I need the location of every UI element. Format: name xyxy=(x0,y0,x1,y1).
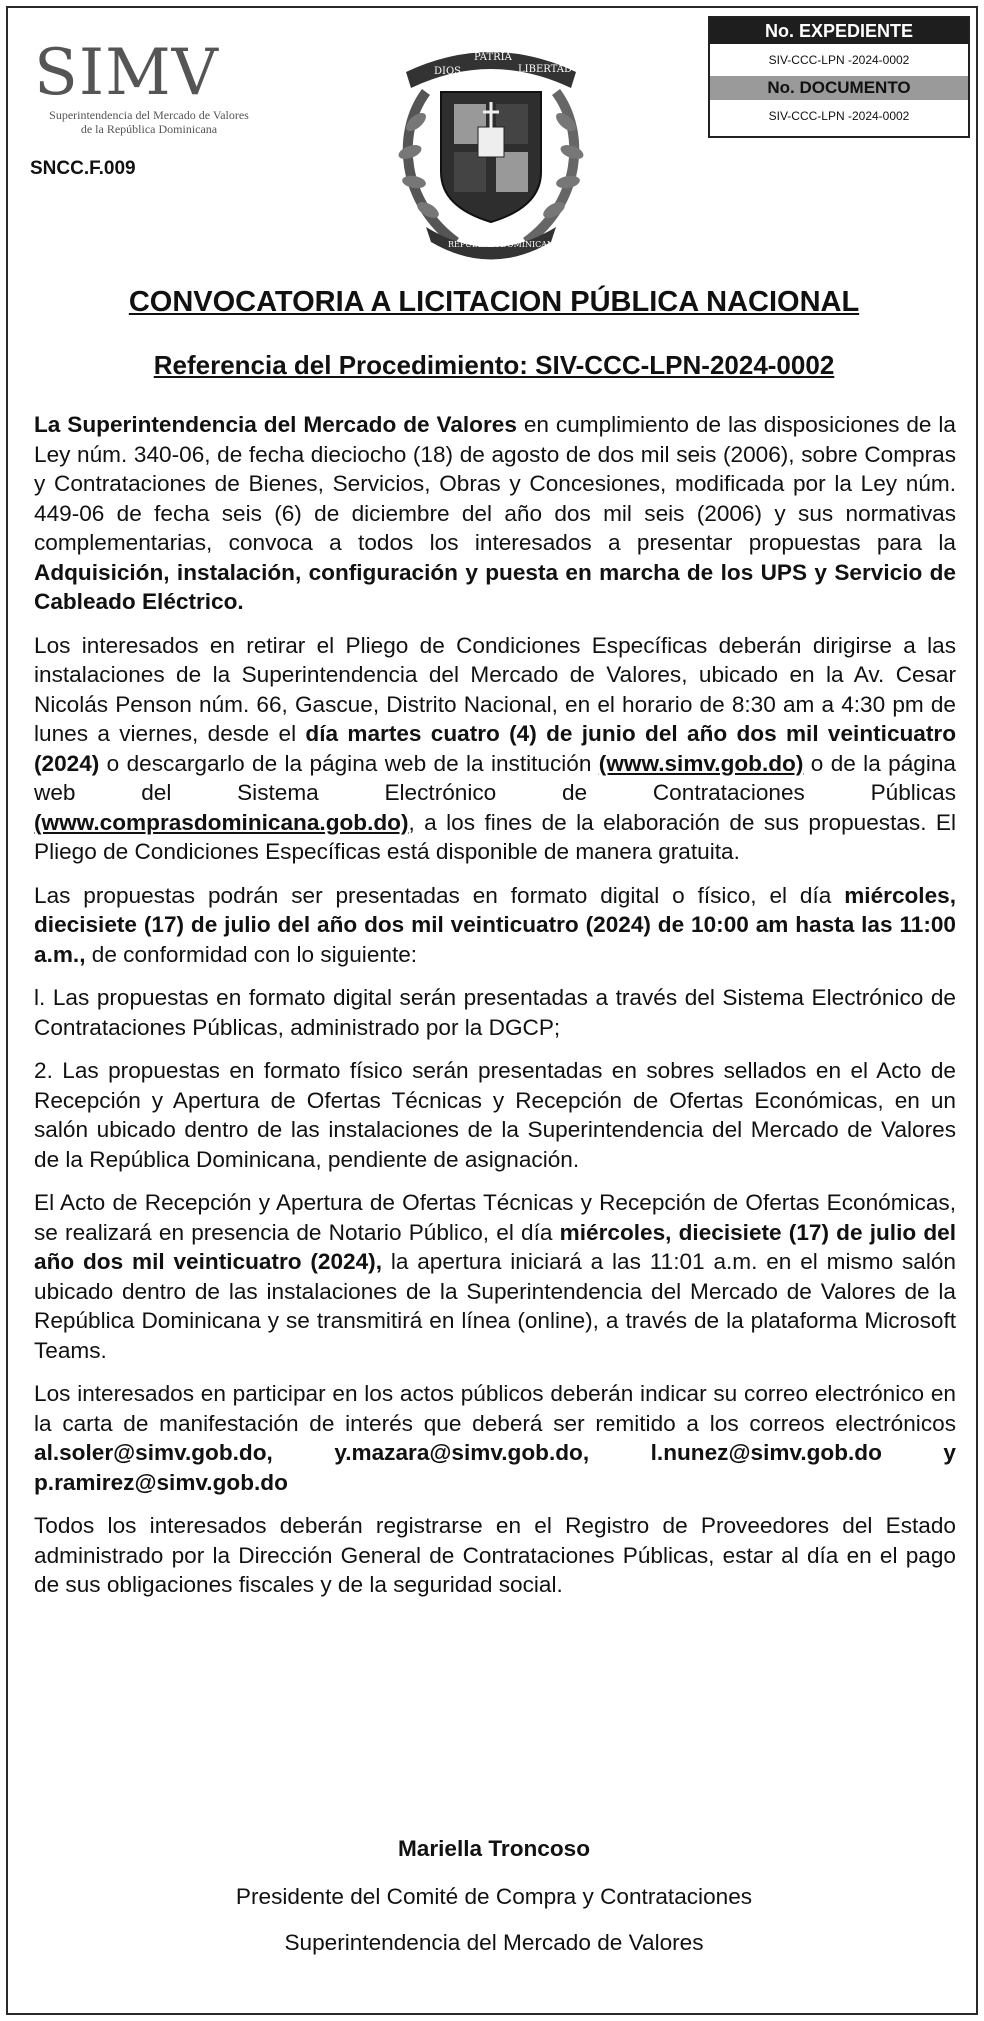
motto-ribbon: REPÚBLICA DOMINICANA xyxy=(448,240,560,249)
documento-value: SIV-CCC-LPN -2024-0002 xyxy=(768,109,910,123)
signatory-role: Presidente del Comité de Compra y Contrataciones xyxy=(235,1884,753,1909)
p3-date: miércoles, diecisiete (17) de julio del año dos mil veinticuatro (2024) de 10:00 am hasta las 11:00 a.m., xyxy=(34,882,956,967)
page-title: CONVOCATORIA A LICITACION PÚBLICA NACIONAL xyxy=(128,286,860,318)
p6-text-c: la apertura iniciará a las 11:01 a.m. en el mismo salón ubicado dentro de las instalaciones de la Superintendencia del Mercado de Valores de la República Dominicana y se transmitirá en línea (online), a través de la plataforma Microsoft Teams. xyxy=(34,1249,956,1363)
motto-right: LIBERTAD xyxy=(518,64,572,75)
p1-text: en cumplimiento de las disposiciones de la Ley núm. 340-06, de fecha dieciocho (18) de agosto de dos mil seis (2006), sobre Compras y Contrataciones de Bienes, Servicios, Obras y Concesiones, modificada por la Ley núm. 449-06 de fecha seis (6) de diciembre del año dos mil seis (2006) y sus normativas complementarias, convoca a todos los interesados a presentar propuestas para la xyxy=(34,412,956,555)
document-page xyxy=(6,6,978,2015)
p2-text-a: Los interesados en retirar el Pliego de Condiciones Específicas deberán dirigirse a las instalaciones de la Superintendencia del Mercado de Valores, ubicado en la Av. Cesar Nicolás Penson núm. 66, Gascue, Distrito Nacional, en el horario de 8:30 am a 4:30 pm de lunes a viernes, desde el xyxy=(34,632,956,746)
simv-website-link[interactable]: (www.simv.gob.do) xyxy=(598,750,804,776)
paragraph-6 xyxy=(34,1188,956,1365)
paragraph-2 xyxy=(34,631,956,867)
p3-text-c: de conformidad con lo siguiente: xyxy=(85,941,418,967)
expediente-label: No. EXPEDIENTE xyxy=(710,18,968,44)
coat-of-arms-icon xyxy=(386,32,596,262)
p2-text-c: o descargarlo de la página web de la institución xyxy=(99,750,599,776)
documento-label: No. DOCUMENTO xyxy=(710,76,968,100)
paragraph-8: Todos los interesados deberán registrarse en el Registro de Proveedores del Estado administrado por la Dirección General de Contrataciones Públicas, estar al día en el pago de sus obligaciones fiscales y de la seguridad social. xyxy=(34,1513,956,1597)
p7-text-a: Los interesados en participar en los actos públicos deberán indicar su correo electrónico en la carta de manifestación de interés que deberá ser remitido a los correos electrónicos xyxy=(34,1381,956,1436)
motto-left: DIOS xyxy=(434,66,462,77)
signatory-institution: Superintendencia del Mercado de Valores xyxy=(284,1930,704,1955)
paragraph-1 xyxy=(34,410,956,617)
paragraph-3 xyxy=(34,881,956,970)
compras-website-link[interactable]: (www.comprasdominicana.gob.do) xyxy=(34,809,409,835)
p2-text-e: o de la página web del Sistema Electrónico de Contrataciones Públicas xyxy=(34,750,956,805)
p1-institution: La Superintendencia del Mercado de Valores xyxy=(34,412,517,437)
paragraph-4: l. Las propuestas en formato digital serán presentadas a través del Sistema Electrónico de Contrataciones Públicas, administrado por la DGCP; xyxy=(34,985,956,1040)
motto-center: PATRIA xyxy=(474,52,512,63)
simv-logo xyxy=(34,38,274,136)
p2-text-g: , a los fines de la elaboración de sus propuestas. El Pliego de Condiciones Específicas está disponible de manera gratuita. xyxy=(34,809,956,864)
logo-subtitle-1: Superintendencia del Mercado de Valores xyxy=(49,108,249,122)
document-body xyxy=(34,410,956,1614)
logo-text: SIMV xyxy=(34,36,219,110)
contact-emails: al.soler@simv.gob.do, y.mazara@simv.gob.do, l.nunez@simv.gob.do y p.ramirez@simv.gob.do xyxy=(34,1440,956,1495)
procedure-reference: Referencia del Procedimiento: SIV-CCC-LPN-2024-0002 xyxy=(153,350,835,380)
p6-date: miércoles, diecisiete (17) de julio del año dos mil veinticuatro (2024), xyxy=(34,1219,956,1274)
signatory-name: Mariella Troncoso xyxy=(397,1836,591,1861)
p3-text-a: Las propuestas podrán ser presentadas en formato digital o físico, el día xyxy=(34,882,845,908)
expediente-box xyxy=(708,16,970,138)
paragraph-7 xyxy=(34,1379,956,1497)
paragraph-5: 2. Las propuestas en formato físico serán presentadas en sobres sellados en el Acto de Recepción y Apertura de Ofertas Técnicas y Recepción de Ofertas Económicas, en un salón ubicado dentro de las instalaciones de la Superintendencia del Mercado de Valores de la República Dominicana, pendiente de asignación. xyxy=(34,1058,956,1172)
p6-text-a: El Acto de Recepción y Apertura de Ofertas Técnicas y Recepción de Ofertas Económicas, se realizará en presencia de Notario Público, el día xyxy=(34,1190,956,1245)
expediente-value: SIV-CCC-LPN -2024-0002 xyxy=(768,53,910,67)
logo-subtitle-2: de la República Dominicana xyxy=(80,122,218,136)
form-code: SNCC.F.009 xyxy=(30,158,136,179)
p2-date: día martes cuatro (4) de junio del año dos mil veinticuatro (2024) xyxy=(34,721,956,776)
p1-object: Adquisición, instalación, configuración y puesta en marcha de los UPS y Servicio de Cableado Eléctrico. xyxy=(34,559,956,614)
